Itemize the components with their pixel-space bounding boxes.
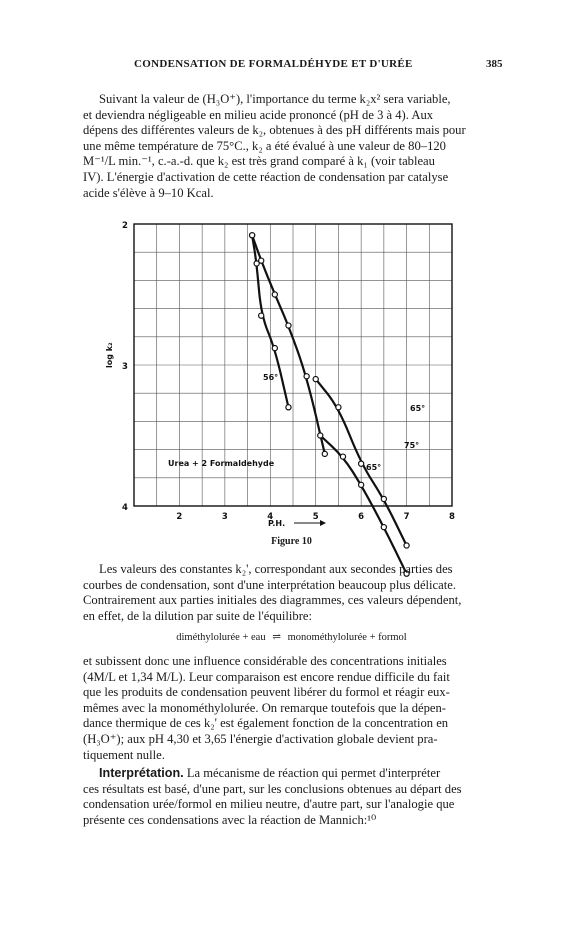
equation-right: monométhylolurée + formol	[287, 632, 407, 643]
data-point	[340, 454, 345, 459]
para1-line-6: IV). L'énergie d'activation de cette réaction de condensation par catalyse	[83, 169, 449, 184]
para4-line-1-text: La mécanisme de réaction qui permet d'interpréter	[183, 766, 441, 780]
para1-line-2: et deviendra négligeable en milieu acide prononcé (pH de 3 à 4). Aux	[83, 107, 434, 122]
curve-label-65-upper: 65°	[410, 404, 426, 413]
x-tick-label: 3	[221, 512, 228, 522]
equilibrium-equation	[0, 631, 583, 643]
paragraph-2	[83, 562, 503, 624]
para1-line-1: Suivant la valeur de (H₃O⁺), l'importance du terme k₂x² sera variable,	[99, 92, 451, 106]
data-point	[313, 377, 318, 382]
para4-line-3: condensation urée/formol en milieu neutre, d'autre part, sur l'analogie que	[83, 797, 455, 812]
x-tick-label: 7	[403, 512, 410, 522]
page-number: 385	[486, 58, 503, 70]
x-tick-label: 8	[449, 512, 455, 522]
data-point	[259, 258, 264, 263]
data-point	[272, 345, 277, 350]
x-tick-label: 5	[312, 512, 319, 522]
para3-line-5: dance thermique de ces k₂' est également fonction de la concentration en	[83, 716, 449, 731]
data-point	[318, 433, 323, 438]
figure-10	[105, 218, 468, 539]
para3-line-4: mêmes avec la monométhylolurée. On remarque toutefois que la dépen-	[83, 700, 446, 715]
para1-line-5: M⁻¹/L min.⁻¹, c.-a.-d. que k₂ est très grand comparé à k₁ (voir tableau	[83, 154, 435, 169]
para1-line-7: acide s'élève à 9–10 Kcal.	[83, 185, 214, 200]
data-point	[272, 292, 277, 297]
page-header	[0, 58, 583, 74]
y-tick-label: 4	[122, 503, 128, 513]
para2-line-2: courbes de condensation, sont d'une interprétation beaucoup plus délicate.	[83, 577, 456, 592]
para4-line-2: ces résultats est basé, d'une part, sur les conclusions obtenues au départ des	[83, 781, 462, 796]
section-heading: Interprétation.	[99, 766, 184, 780]
x-axis-label: P.H.	[268, 519, 286, 528]
x-tick-label: 6	[358, 512, 365, 522]
para3-line-7: tiquement nulle.	[83, 747, 165, 762]
data-point	[322, 451, 327, 456]
paragraph-1	[83, 92, 503, 201]
x-axis-arrowhead	[320, 520, 326, 526]
paragraph-4	[83, 766, 503, 828]
para4-line-4: présente ces condensations avec la réaction de Mannich:¹⁰	[83, 812, 377, 827]
para2-line-3: Contrairement aux parties initiales des diagrammes, ces valeurs dépendent,	[83, 593, 462, 608]
equilibrium-arrow-icon: ⇌	[272, 632, 282, 643]
data-point	[304, 374, 309, 379]
para3-line-3: que les produits de condensation peuvent libérer du formol et réagir eux-	[83, 685, 450, 700]
x-tick-label: 4	[267, 512, 274, 522]
x-tick-label: 2	[176, 512, 183, 522]
para3-line-6: (H₃O⁺); aux pH 4,30 et 3,65 l'énergie d'activation globale devient pra-	[83, 731, 438, 746]
curve-label-56: 56°	[263, 373, 279, 382]
series-line	[320, 436, 406, 574]
data-point	[359, 482, 364, 487]
figure-caption: Figure 10	[271, 536, 312, 547]
para4-line-1	[83, 766, 503, 782]
y-tick-label: 2	[122, 221, 128, 231]
paragraph-3	[83, 654, 503, 763]
series-line	[252, 235, 325, 454]
para1-line-4: une même température de 75°C., k₂ a été évalué à une valeur de 80–120	[83, 138, 446, 153]
data-point	[381, 525, 386, 530]
legend-text: Urea + 2 Formaldehyde	[168, 459, 275, 468]
para3-line-2: (4M/L et 1,34 M/L). Leur comparaison est encore rendue difficile du fait	[83, 669, 450, 684]
curve-label-65-lower: 65°	[366, 463, 382, 472]
para2-line-1: Les valeurs des constantes k₂', correspondant aux secondes parties des	[99, 562, 453, 576]
y-tick-label: 3	[122, 362, 128, 372]
curve-label-75: 75°	[404, 441, 420, 450]
running-title: CONDENSATION DE FORMALDÉHYDE ET D'URÉE	[134, 58, 413, 70]
para2-line-4: en effet, de la dilution par suite de l'équilibre:	[83, 608, 312, 623]
data-point	[336, 405, 341, 410]
y-axis-label: log k₂	[105, 342, 114, 368]
equation-left: diméthylolurée + eau	[176, 632, 266, 643]
chart-tick-labels	[122, 221, 455, 522]
data-point	[286, 323, 291, 328]
para1-line-3: dépens des différentes valeurs de k₂, obtenues à des pH différents mais pour	[83, 123, 466, 138]
data-point	[381, 496, 386, 501]
chart-svg	[105, 218, 468, 534]
para3-line-1: et subissent donc une influence considérable des concentrations initiales	[83, 654, 447, 668]
data-point	[359, 461, 364, 466]
data-point	[286, 405, 291, 410]
data-point	[259, 313, 264, 318]
data-point	[250, 233, 255, 238]
